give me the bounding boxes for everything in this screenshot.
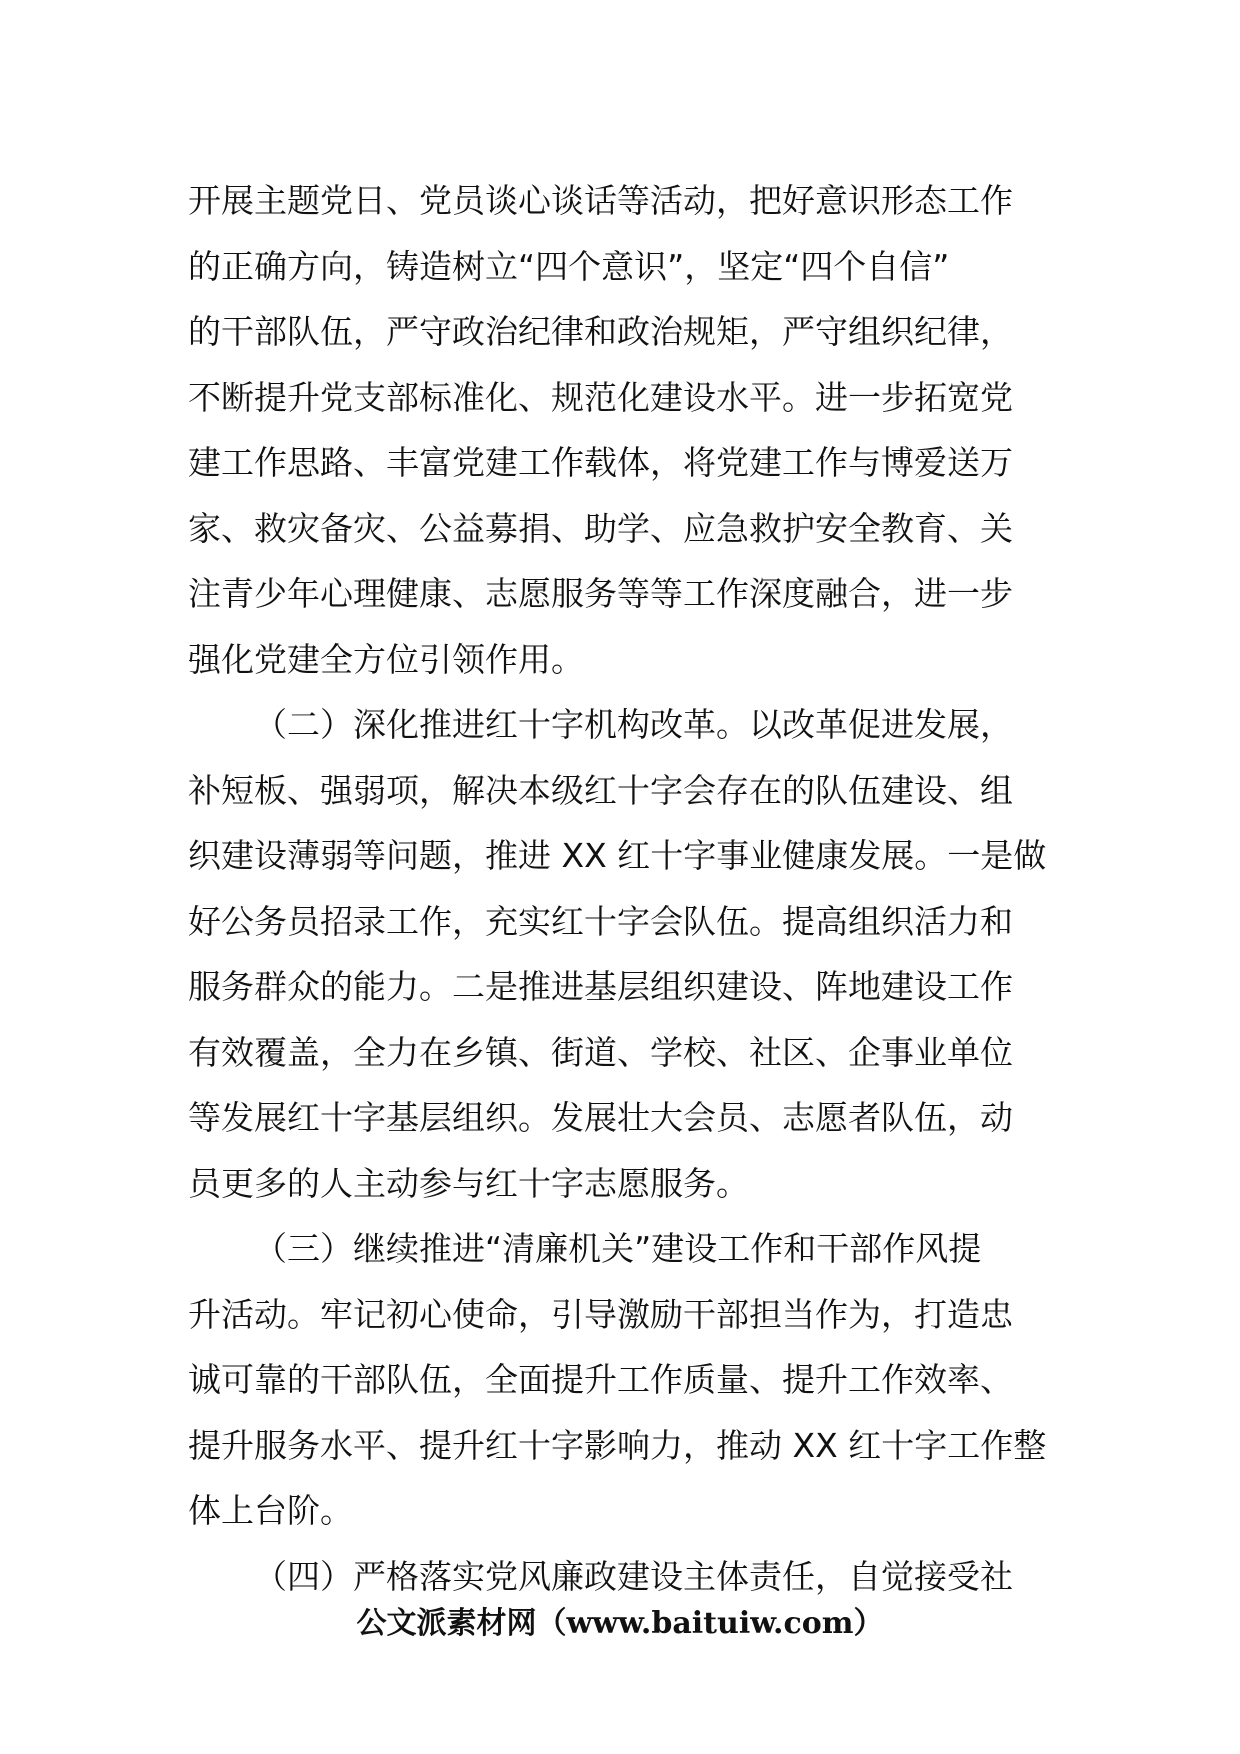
text-line: （三）继续推进“清廉机关”建设工作和干部作风提 xyxy=(254,1229,982,1268)
text-line: 诚可靠的干部队伍，全面提升工作质量、提升工作效率、 xyxy=(188,1360,1013,1399)
text-line: 注青少年心理健康、志愿服务等等工作深度融合，进一步 xyxy=(188,574,1013,613)
text-line: 好公务员招录工作，充实红十字会队伍。提高组织活力和 xyxy=(188,901,1013,941)
text-line: 织建设薄弱等问题，推进 XX 红十字事业健康发展。一是做 xyxy=(188,836,1047,875)
text-line: 体上台阶。 xyxy=(188,1491,353,1530)
footer-watermark: 公文派素材网（www.baituiw.com） xyxy=(356,1606,884,1641)
text-line: 补短板、强弱项，解决本级红十字会存在的队伍建设、组 xyxy=(188,770,1013,810)
text-line: 有效覆盖，全力在乡镇、街道、学校、社区、企事业单位 xyxy=(188,1032,1013,1072)
text-line: 升活动。牢记初心使命，引导激励干部担当作为，打造忠 xyxy=(188,1294,1013,1334)
text-line: 的干部队伍，严守政治纪律和政治规矩，严守组织纪律， xyxy=(188,312,1013,351)
text-line: （二）深化推进红十字机构改革。以改革促进发展， xyxy=(254,705,1013,744)
text-line: （四）严格落实党风廉政建设主体责任，自觉接受社 xyxy=(254,1556,1013,1596)
text-line: 等发展红十字基层组织。发展壮大会员、志愿者队伍，动 xyxy=(188,1098,1013,1137)
text-line: 家、救灾备灾、公益募捐、助学、应急救护安全教育、关 xyxy=(188,508,1013,548)
text-line: 服务群众的能力。二是推进基层组织建设、阵地建设工作 xyxy=(188,967,1013,1006)
text-line: 的正确方向，铸造树立“四个意识”，坚定“四个自信” xyxy=(188,246,950,286)
text-line: 开展主题党日、党员谈心谈话等活动，把好意识形态工作 xyxy=(188,181,1013,220)
text-line: 强化党建全方位引领作用。 xyxy=(188,639,584,679)
text-line: 建工作思路、丰富党建工作载体，将党建工作与博爱送万 xyxy=(188,443,1013,482)
text-line: 员更多的人主动参与红十字志愿服务。 xyxy=(188,1163,749,1203)
text-line: 提升服务水平、提升红十字影响力，推动 XX 红十字工作整 xyxy=(188,1425,1047,1465)
document-body xyxy=(188,168,1058,1609)
text-line: 不断提升党支部标准化、规范化建设水平。进一步拓宽党 xyxy=(188,377,1013,417)
